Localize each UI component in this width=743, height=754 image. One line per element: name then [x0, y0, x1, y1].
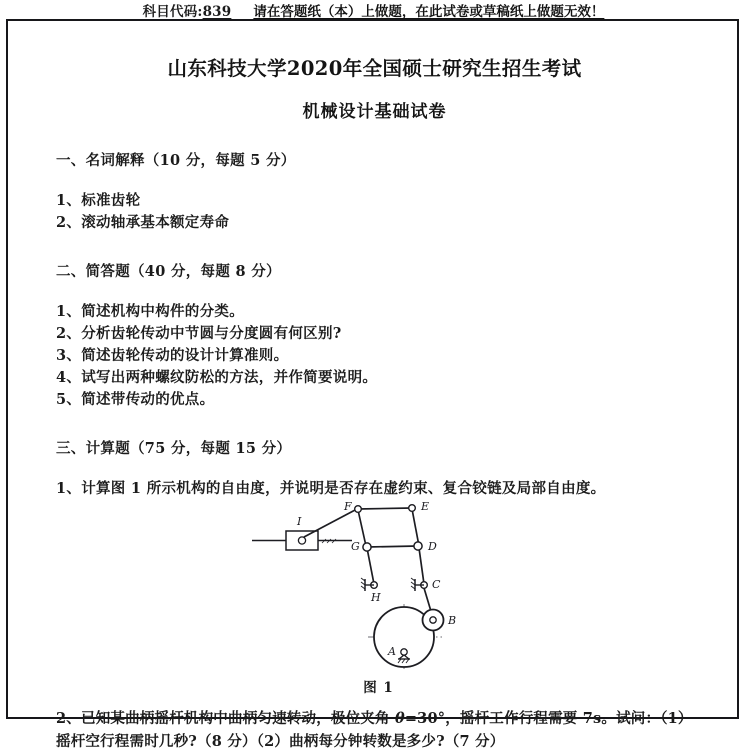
- mechanism-diagram-svg: [252, 500, 502, 676]
- joint-d: [414, 542, 422, 550]
- page-header: [0, 0, 743, 19]
- label-g: G: [351, 539, 360, 553]
- joint-b-pin: [430, 617, 436, 623]
- spacer: [56, 170, 701, 190]
- subject-code: [143, 0, 232, 20]
- section-3-question-2: [56, 708, 701, 754]
- section-3-question-1: 1、计算图 1 所示机构的自由度，并说明是否存在虚约束、复合铰链及局部自由度。: [56, 480, 606, 498]
- spacer: [56, 458, 701, 478]
- figure-caption: 图 1: [363, 679, 394, 696]
- spacer: [56, 234, 701, 260]
- label-i: I: [297, 514, 302, 528]
- label-a: A: [388, 644, 396, 658]
- joint-i-pin: [298, 537, 305, 544]
- label-b: B: [448, 613, 457, 627]
- exam-content: [56, 149, 701, 754]
- q2-text-line-2: 空行程需时几秒?（8 分）（2）曲柄每分钟转数是多少?（7 分）: [85, 732, 505, 750]
- section-1-heading: 一、名词解释（10 分，每题 5 分）: [56, 152, 296, 169]
- q2-text-part-a: 2、已知某曲柄摇杆机构中曲柄匀速转动，极位夹角: [56, 709, 395, 727]
- q2-theta-symbol: θ: [394, 709, 405, 727]
- page-header-inner: [143, 0, 605, 20]
- spacer: [56, 281, 701, 301]
- spacer: [56, 411, 701, 437]
- fixed-support-h: [361, 578, 377, 591]
- link-e-d: [412, 509, 419, 546]
- section-1-item-1: 1、标准齿轮: [56, 192, 141, 209]
- label-h: H: [371, 590, 381, 604]
- label-d: D: [428, 539, 437, 553]
- subject-code-label: 科目代码:: [142, 3, 203, 20]
- link-g-h: [367, 548, 374, 584]
- section-2-item-1: 1、简述机构中构件的分类。: [56, 303, 244, 321]
- joint-g: [363, 543, 371, 551]
- link-d-c: [419, 548, 424, 584]
- joint-a-pin: [401, 649, 407, 655]
- label-c: C: [432, 577, 441, 591]
- joint-e: [409, 505, 416, 512]
- page-border-frame: [6, 19, 739, 750]
- spacer: [56, 696, 701, 708]
- section-2-item-5: 5、简述带传动的优点。: [56, 391, 215, 409]
- section-2-item-2: 2、分析齿轮传动中节圆与分度圆有何区别?: [56, 325, 342, 343]
- mechanism-figure: [56, 500, 701, 676]
- section-3-heading: 三、计算题（75 分，每题 15 分）: [56, 440, 292, 458]
- joint-f: [355, 506, 362, 513]
- exam-subtitle: 机械设计基础试卷: [302, 102, 447, 122]
- link-i-f: [304, 509, 357, 537]
- exam-title: 山东科技大学2020年全国硕士研究生招生考试: [167, 57, 582, 80]
- slider-guide-hatching: [322, 539, 336, 543]
- section-2-item-3: 3、简述齿轮传动的设计计算准则。: [56, 347, 289, 365]
- link-f-e: [358, 508, 412, 509]
- page-content-area: [8, 21, 741, 750]
- label-e: E: [421, 499, 430, 513]
- section-2-heading: 二、简答题（40 分，每题 8 分）: [56, 263, 281, 281]
- exam-warning-notice: 请在答题纸（本）上做题，在此试卷或草稿纸上做题无效！: [253, 3, 605, 20]
- label-f: F: [344, 499, 352, 513]
- section-2-item-4: 4、试写出两种螺纹防松的方法，并作简要说明。: [56, 369, 378, 387]
- subject-code-value: 839: [202, 3, 232, 20]
- q2-text-part-b: =30°，摇杆工作行程需要 7s。试问：（1）摇杆: [56, 709, 693, 750]
- section-1-item-2: 2、滚动轴承基本额定寿命: [56, 214, 230, 232]
- link-g-d: [367, 546, 418, 547]
